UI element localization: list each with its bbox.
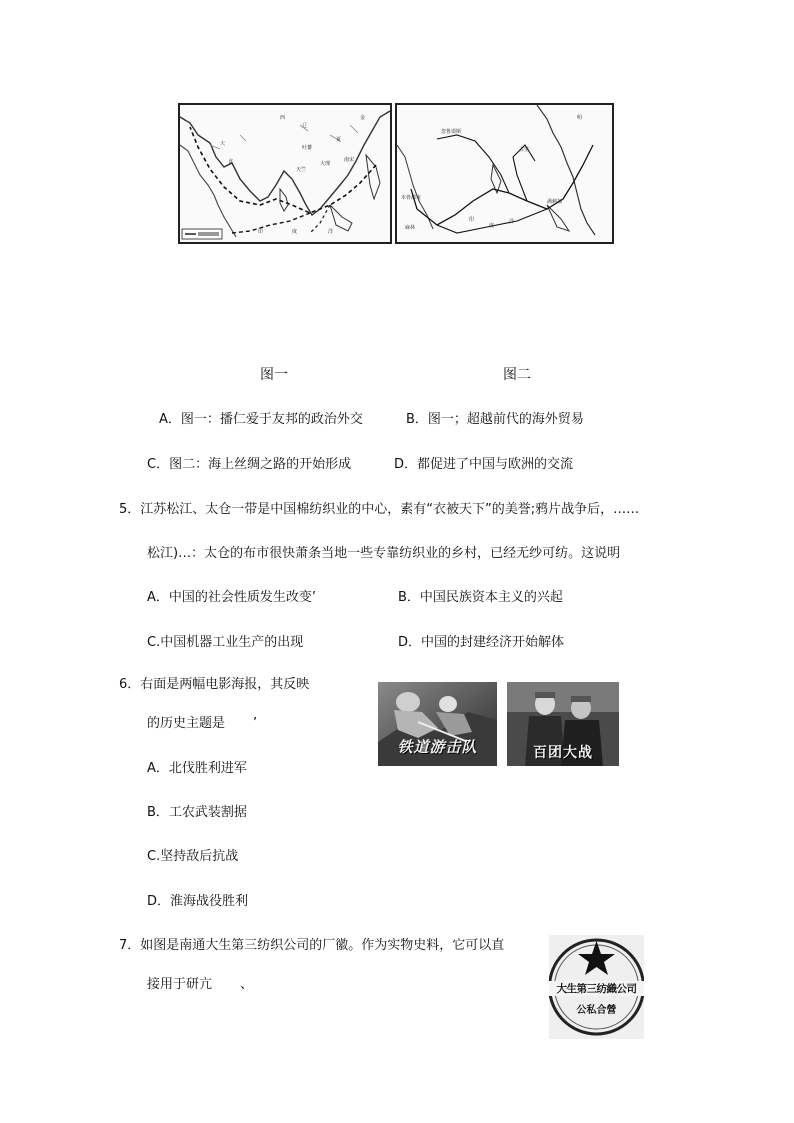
q7-stem-line-1: 7．如图是南通大生第三纺织公司的厂徽。作为实物史料，它可以直	[119, 938, 505, 953]
q6-stem-line-1: 6．右面是两幅电影海报，其反映	[119, 677, 310, 692]
q5-stem-line-1: 5．江苏松江、太仓一带是中国棉纺织业的中心，素有“衣被天下”的美誉;鸦片战争后，……	[119, 502, 640, 517]
svg-text:金: 金	[360, 115, 366, 121]
q6-stem-text: 的历史主题是	[147, 716, 226, 731]
svg-text:吐蕃: 吐蕃	[302, 145, 313, 151]
movie-poster-2	[507, 682, 619, 766]
emblem-text-line-2: 公私合營	[576, 1005, 617, 1016]
svg-text:食: 食	[228, 159, 234, 165]
svg-text:麻林: 麻林	[405, 225, 416, 231]
q5-stem-line-2: 松江)…：太仓的布市很快萧条当地一些专靠纺织业的乡村，已经无纱可纺。这说明	[147, 546, 621, 561]
svg-text:木骨都束: 木骨都束	[401, 195, 422, 201]
q6-stem-mark: ’	[253, 716, 258, 731]
poster-1-title: 铁道游击队	[397, 738, 478, 756]
svg-text:印: 印	[469, 217, 475, 223]
q6-stem-line-2	[147, 712, 257, 731]
figure-2-caption: 图二	[503, 367, 531, 383]
emblem-text-line-1: 大生第三纺織公司	[549, 981, 644, 996]
q5-option-a: A．中国的社会性质发生改变’	[147, 590, 317, 605]
q6-option-c: C.坚持敌后抗战	[147, 849, 239, 864]
figure-1-caption: 图一	[260, 367, 288, 383]
factory-emblem	[549, 935, 644, 1039]
map-figure-1	[178, 103, 392, 244]
q7-stem-text: 接用于研亢	[147, 977, 213, 992]
q5-option-b: B．中国民族资本主义的兴起	[398, 590, 563, 605]
q4-option-a: A．图一：播仁爱于友邦的政治外交	[159, 412, 363, 427]
movie-poster-1	[378, 682, 497, 766]
svg-text:大理: 大理	[320, 161, 331, 167]
svg-text:度: 度	[292, 229, 298, 235]
q4-option-c: C．图二：海上丝绸之路的开始形成	[147, 457, 352, 472]
svg-text:洋: 洋	[328, 229, 334, 235]
svg-text:古里: 古里	[519, 147, 530, 153]
svg-text:天竺: 天竺	[296, 167, 307, 173]
q5-option-c: C.中国机器工业生产的出现	[147, 635, 304, 650]
q7-stem-line-2	[147, 973, 253, 992]
map-figure-2	[395, 103, 614, 244]
svg-text:辽: 辽	[302, 123, 308, 129]
svg-text:南宋: 南宋	[344, 157, 355, 163]
svg-text:洋: 洋	[509, 219, 515, 225]
svg-text:夏: 夏	[336, 137, 342, 143]
svg-text:印: 印	[258, 229, 264, 235]
q5-option-d: D．中国的封建经济开始解体	[398, 635, 565, 650]
q7-stem-mark: 、	[240, 977, 254, 992]
q4-option-d: D．都促进了中国与欧洲的交流	[394, 457, 574, 472]
star-icon	[578, 941, 615, 975]
svg-text:度: 度	[489, 223, 495, 229]
q6-option-a: A．北伐胜利进军	[147, 761, 247, 776]
svg-text:明: 明	[577, 115, 583, 121]
svg-text:大: 大	[220, 141, 226, 147]
svg-text:满剌加: 满剌加	[547, 199, 563, 205]
q4-option-b: B．图一；超越前代的海外贸易	[406, 412, 584, 427]
poster-2-title: 百团大战	[533, 745, 593, 761]
svg-text:忽鲁谟斯: 忽鲁谟斯	[441, 129, 462, 135]
q6-option-b: B．工农武装割据	[147, 805, 247, 820]
svg-text:西: 西	[280, 115, 286, 121]
q6-option-d: D．淮海战役胜利	[147, 894, 249, 909]
